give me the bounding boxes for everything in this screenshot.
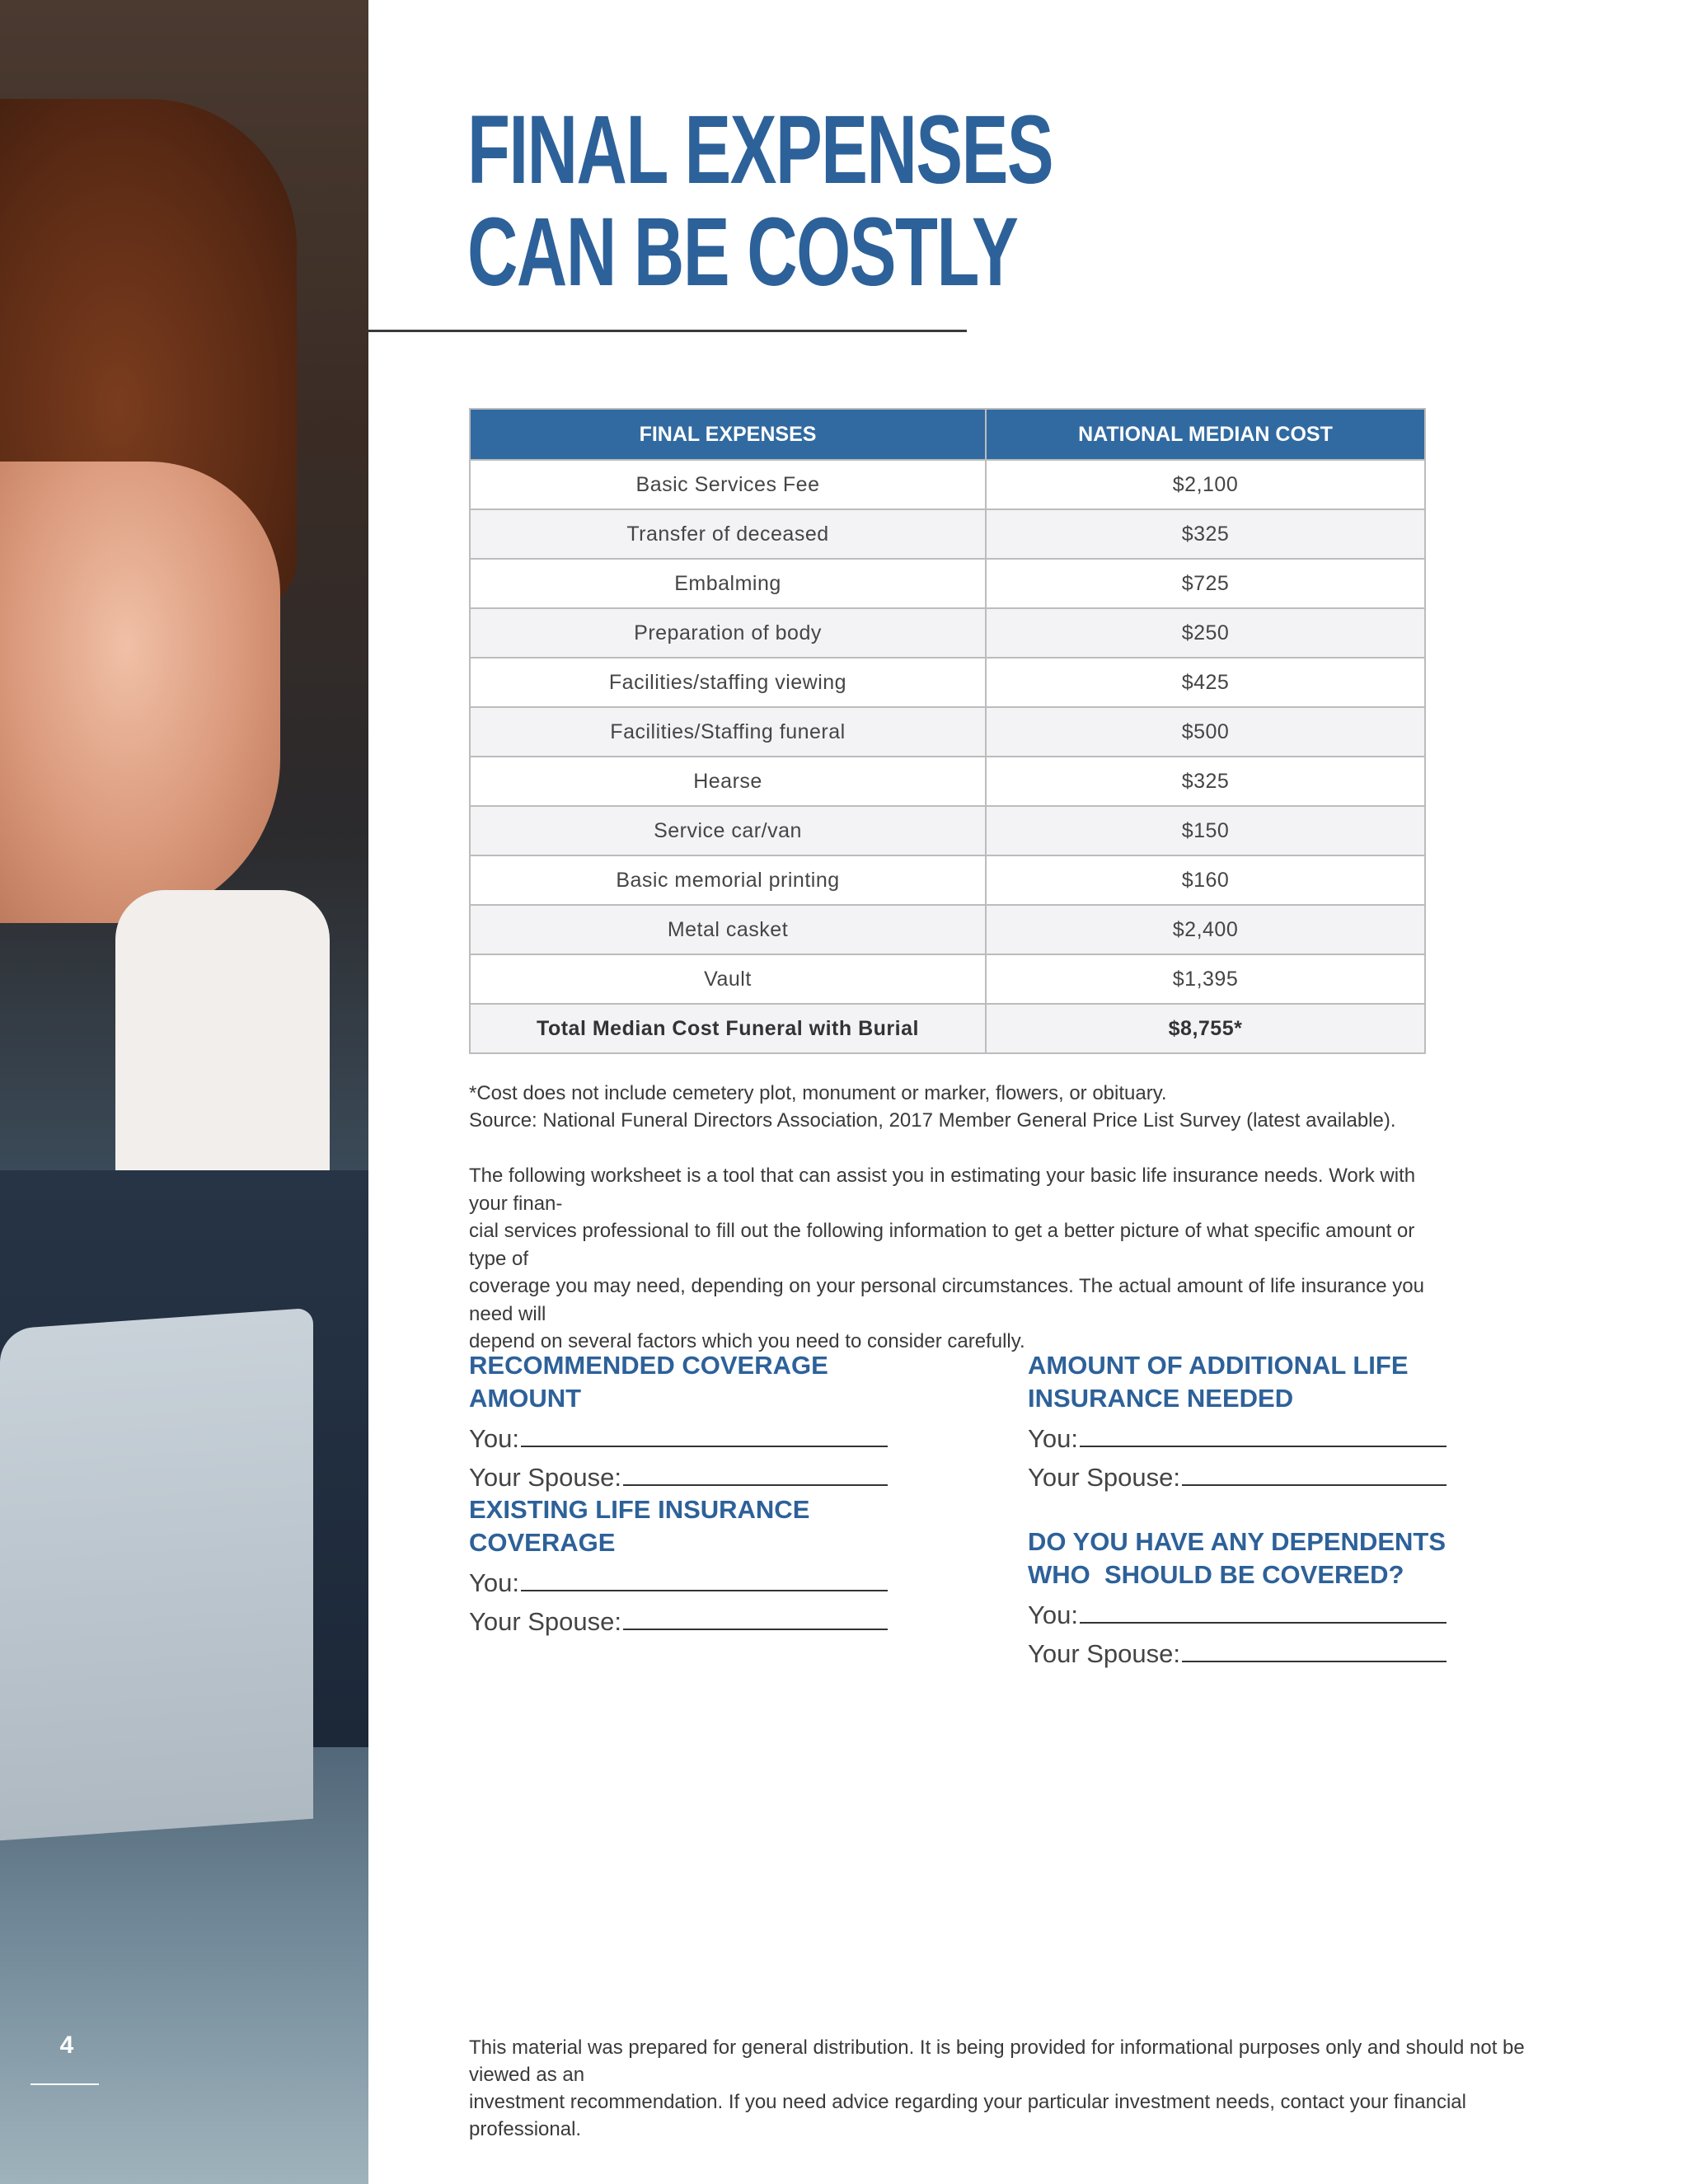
table-row: [470, 608, 1425, 658]
source-note: Source: National Funeral Directors Association, 2017 Member General Price List Survey (latest available).: [469, 1109, 1396, 1132]
table-row: [470, 658, 1425, 707]
table-row: [470, 905, 1425, 954]
page-title-line: FINAL EXPENSES: [467, 96, 1053, 204]
table-header-cost: NATIONAL MEDIAN COST: [986, 409, 1425, 460]
section-heading: [469, 1493, 888, 1559]
cost-cell: $250: [986, 608, 1425, 658]
expense-cell: Hearse: [470, 757, 986, 806]
final-expenses-table: [469, 408, 1426, 1054]
cost-cell: $500: [986, 707, 1425, 757]
you-field[interactable]: [1028, 1415, 1447, 1454]
field-label: You:: [469, 1424, 519, 1453]
fill-in-line[interactable]: [1080, 1622, 1447, 1624]
table-header-row: [470, 409, 1425, 460]
expense-cell: Facilities/staffing viewing: [470, 658, 986, 707]
section-heading: [469, 1349, 888, 1415]
field-label: Your Spouse:: [469, 1463, 622, 1492]
you-field[interactable]: [469, 1415, 888, 1454]
cost-cell: $1,395: [986, 954, 1425, 1004]
table-row: [470, 460, 1425, 509]
cost-cell: $325: [986, 509, 1425, 559]
field-label: Your Spouse:: [1028, 1639, 1181, 1668]
field-label: Your Spouse:: [469, 1607, 622, 1636]
intro-paragraph: [469, 1162, 1429, 1356]
title-divider: [368, 330, 967, 332]
fill-in-line[interactable]: [1182, 1661, 1447, 1662]
field-label: Your Spouse:: [1028, 1463, 1181, 1492]
cost-cell: $2,100: [986, 460, 1425, 509]
field-label: You:: [469, 1568, 519, 1597]
fill-in-line[interactable]: [521, 1446, 888, 1447]
spouse-field[interactable]: [469, 1454, 888, 1493]
disclaimer-footer: [469, 2034, 1573, 2143]
cost-cell: $725: [986, 559, 1425, 608]
table-row: [470, 509, 1425, 559]
disclaimer-line: This material was prepared for general distribution. It is being provided for informational purposes only and should not be viewed as an: [469, 2036, 1525, 2086]
expense-cell: Basic memorial printing: [470, 855, 986, 905]
table-row: [470, 954, 1425, 1004]
fill-in-line[interactable]: [521, 1590, 888, 1591]
field-label: You:: [1028, 1601, 1078, 1629]
section-heading-line: AMOUNT OF ADDITIONAL LIFE: [1028, 1351, 1409, 1380]
page-title: [467, 96, 1053, 307]
total-label-cell: Total Median Cost Funeral with Burial: [470, 1004, 986, 1053]
expense-cell: Facilities/Staffing funeral: [470, 707, 986, 757]
expense-cell: Basic Services Fee: [470, 460, 986, 509]
you-field[interactable]: [469, 1559, 888, 1598]
expense-cell: Embalming: [470, 559, 986, 608]
table-row: [470, 559, 1425, 608]
cost-cell: $150: [986, 806, 1425, 855]
recommended-coverage-section: [469, 1349, 888, 1493]
cost-cell: $2,400: [986, 905, 1425, 954]
intro-line: depend on several factors which you need to consider carefully.: [469, 1330, 1025, 1352]
table-row: [470, 806, 1425, 855]
expense-cell: Service car/van: [470, 806, 986, 855]
intro-line: coverage you may need, depending on your personal circumstances. The actual amount of life insurance you need will: [469, 1275, 1424, 1325]
cost-cell: $425: [986, 658, 1425, 707]
page-number-rule: [30, 2083, 99, 2085]
section-heading-line: RECOMMENDED COVERAGE AMOUNT: [469, 1351, 828, 1413]
existing-coverage-section: [469, 1493, 888, 1637]
section-heading-line: EXISTING LIFE INSURANCE COVERAGE: [469, 1495, 810, 1557]
table-header-expense: FINAL EXPENSES: [470, 409, 986, 460]
section-heading-line: INSURANCE NEEDED: [1028, 1384, 1294, 1413]
intro-line: cial services professional to fill out the following information to get a better picture of what specific amount or type of: [469, 1220, 1415, 1270]
field-label: You:: [1028, 1424, 1078, 1453]
dependents-section: [1028, 1526, 1447, 1669]
table-notes: [469, 1080, 1442, 1134]
page-title-line: CAN BE COSTLY: [467, 198, 1018, 307]
table-row: [470, 855, 1425, 905]
expense-cell: Transfer of deceased: [470, 509, 986, 559]
table-row: [470, 757, 1425, 806]
section-heading: [1028, 1349, 1447, 1415]
section-heading-line: WHO SHOULD BE COVERED?: [1028, 1560, 1404, 1589]
fill-in-line[interactable]: [623, 1484, 888, 1486]
cost-cell: $325: [986, 757, 1425, 806]
hero-photo: [0, 0, 368, 2184]
you-field[interactable]: [1028, 1591, 1447, 1630]
disclaimer-line: investment recommendation. If you need advice regarding your particular investment needs, contact your financial professional.: [469, 2091, 1466, 2140]
intro-line: The following worksheet is a tool that can assist you in estimating your basic life insurance needs. Work with your finan-: [469, 1165, 1416, 1215]
expense-cell: Preparation of body: [470, 608, 986, 658]
table-row: [470, 707, 1425, 757]
fill-in-line[interactable]: [1182, 1484, 1447, 1486]
total-cost-cell: $8,755*: [986, 1004, 1425, 1053]
spouse-field[interactable]: [1028, 1454, 1447, 1493]
spouse-field[interactable]: [1028, 1630, 1447, 1669]
fill-in-line[interactable]: [1080, 1446, 1447, 1447]
table-total-row: [470, 1004, 1425, 1053]
cost-cell: $160: [986, 855, 1425, 905]
page-number: 4: [59, 2032, 74, 2059]
footnote: *Cost does not include cemetery plot, monument or marker, flowers, or obituary.: [469, 1082, 1167, 1104]
section-heading-line: DO YOU HAVE ANY DEPENDENTS: [1028, 1527, 1447, 1556]
fill-in-line[interactable]: [623, 1629, 888, 1630]
additional-insurance-section: [1028, 1349, 1447, 1493]
photo-laptop: [0, 1308, 313, 1841]
section-heading: [1028, 1526, 1447, 1591]
expense-cell: Vault: [470, 954, 986, 1004]
expense-cell: Metal casket: [470, 905, 986, 954]
photo-face: [0, 462, 280, 923]
spouse-field[interactable]: [469, 1598, 888, 1637]
